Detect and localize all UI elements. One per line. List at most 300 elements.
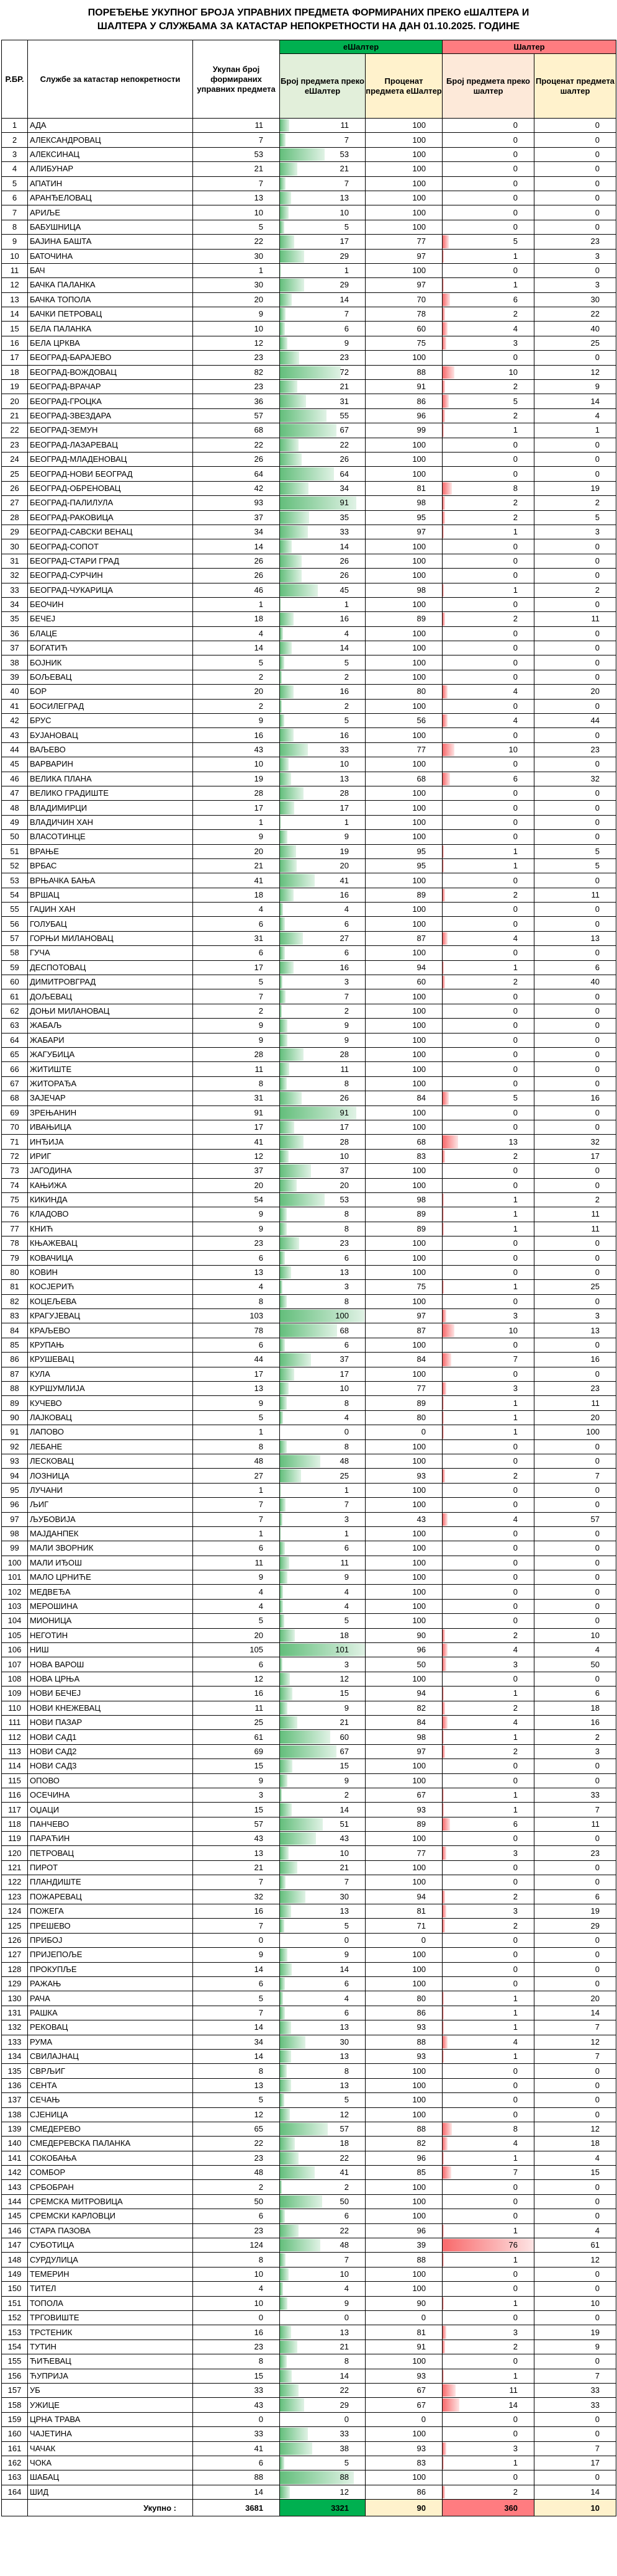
s-percent-cell xyxy=(534,1875,616,1889)
s-percent-cell xyxy=(534,467,616,481)
e-count-cell xyxy=(280,539,366,554)
e-percent: 100 xyxy=(412,266,426,276)
row-number-cell xyxy=(2,612,28,626)
s-percent-cell xyxy=(534,2049,616,2063)
s-count-cell xyxy=(443,1643,534,1657)
s-percent: 0 xyxy=(595,266,600,276)
e-count: 9 xyxy=(344,2298,349,2308)
s-count: 1 xyxy=(513,861,518,871)
service-name: РАЧА xyxy=(30,1993,50,2003)
e-percent-cell xyxy=(366,1512,443,1526)
e-count-cell xyxy=(280,1236,366,1251)
service-name: СУБОТИЦА xyxy=(30,2240,74,2250)
s-percent: 0 xyxy=(595,1587,600,1596)
s-count: 0 xyxy=(513,2313,518,2323)
s-percent: 0 xyxy=(595,2284,600,2294)
service-name: БАЧ xyxy=(30,266,45,276)
s-count: 3 xyxy=(513,1848,518,1858)
s-count: 0 xyxy=(513,1035,518,1045)
e-percent-cell xyxy=(366,2035,443,2049)
e-count: 8 xyxy=(344,1209,349,1219)
e-percent: 75 xyxy=(417,338,426,348)
total-count: 6 xyxy=(258,2458,263,2468)
s-count: 0 xyxy=(513,454,518,464)
s-count: 4 xyxy=(513,2138,518,2148)
e-count: 30 xyxy=(340,1891,349,1901)
s-percent: 5 xyxy=(595,846,600,856)
service-name-cell xyxy=(28,931,193,945)
service-name-cell xyxy=(28,1498,193,1512)
e-percent: 100 xyxy=(412,2197,426,2207)
s-count-cell xyxy=(443,757,534,772)
e-percent-cell xyxy=(366,714,443,728)
e-count: 101 xyxy=(335,1645,349,1655)
table-row xyxy=(2,1715,616,1729)
e-count-cell xyxy=(280,205,366,220)
table-row xyxy=(2,249,616,263)
row-number: 26 xyxy=(10,483,19,493)
report-title xyxy=(0,0,617,40)
table-row xyxy=(2,278,616,292)
s-percent: 12 xyxy=(590,2037,600,2047)
row-number: 161 xyxy=(7,2443,22,2453)
table-row xyxy=(2,2427,616,2441)
e-count: 27 xyxy=(340,934,349,943)
total-count: 2 xyxy=(258,672,263,682)
s-count: 0 xyxy=(513,788,518,798)
e-percent-cell xyxy=(366,1715,443,1729)
s-percent-cell xyxy=(534,2035,616,2049)
s-percent: 40 xyxy=(590,977,600,987)
total-count: 4 xyxy=(258,2284,263,2294)
e-count-cell xyxy=(280,423,366,438)
e-count: 41 xyxy=(340,2168,349,2177)
service-name: ГУЧА xyxy=(30,948,50,958)
service-name-cell xyxy=(28,670,193,684)
s-percent-cell xyxy=(534,1846,616,1860)
e-count: 100 xyxy=(335,1311,349,1321)
service-name-cell xyxy=(28,858,193,873)
total-count: 1 xyxy=(258,1485,263,1495)
total-count: 8 xyxy=(258,2356,263,2366)
e-count: 6 xyxy=(344,323,349,333)
s-count: 14 xyxy=(508,2400,518,2410)
service-name: АРИЉЕ xyxy=(30,207,61,217)
s-percent: 0 xyxy=(595,164,600,174)
s-percent-cell xyxy=(534,1919,616,1933)
service-name-cell xyxy=(28,873,193,888)
s-percent-cell xyxy=(534,1715,616,1729)
total-count-cell xyxy=(193,1439,280,1454)
e-percent: 86 xyxy=(417,396,426,406)
table-row xyxy=(2,365,616,379)
s-count: 0 xyxy=(513,135,518,145)
row-number-cell xyxy=(2,1773,28,1788)
total-count: 12 xyxy=(254,1673,263,1683)
service-name-cell xyxy=(28,2194,193,2209)
s-percent: 11 xyxy=(591,1223,600,1233)
e-percent-cell xyxy=(366,2383,443,2397)
s-percent-cell xyxy=(534,714,616,728)
s-count: 0 xyxy=(513,672,518,682)
total-count-cell xyxy=(193,2238,280,2253)
s-percent: 0 xyxy=(595,1253,600,1263)
s-percent-cell xyxy=(534,278,616,292)
s-percent: 0 xyxy=(595,1078,600,1088)
s-percent-cell xyxy=(534,960,616,975)
s-percent: 57 xyxy=(590,1514,600,1524)
total-count-cell xyxy=(193,2137,280,2151)
service-name-cell xyxy=(28,249,193,263)
s-count-cell xyxy=(443,2383,534,2397)
table-row xyxy=(2,554,616,568)
s-percent-cell xyxy=(534,249,616,263)
total-count-cell xyxy=(193,1019,280,1033)
e-count: 7 xyxy=(344,2254,349,2264)
s-percent: 0 xyxy=(595,207,600,217)
s-count: 3 xyxy=(513,1659,518,1669)
e-count: 64 xyxy=(340,469,349,479)
e-percent-cell xyxy=(366,2020,443,2035)
table-row xyxy=(2,2223,616,2238)
total-count-cell xyxy=(193,1498,280,1512)
table-row xyxy=(2,1846,616,1860)
s-percent: 10 xyxy=(590,1630,600,1640)
service-name: МИОНИЦА xyxy=(30,1616,72,1626)
s-percent-cell xyxy=(534,2166,616,2180)
s-percent-cell xyxy=(534,525,616,539)
service-name-cell xyxy=(28,351,193,365)
s-percent-cell xyxy=(534,2456,616,2470)
row-number: 103 xyxy=(7,1601,22,1611)
row-number-cell xyxy=(2,1164,28,1178)
service-name: КЛАДОВО xyxy=(30,1209,69,1219)
service-name-cell xyxy=(28,2267,193,2281)
s-percent-cell xyxy=(534,670,616,684)
service-name: БЛАЦЕ xyxy=(30,628,58,638)
row-number-cell xyxy=(2,176,28,191)
row-number: 50 xyxy=(10,832,19,842)
e-percent-cell xyxy=(366,510,443,525)
total-count: 11 xyxy=(254,1703,263,1713)
e-count-cell xyxy=(280,336,366,350)
s-percent-cell xyxy=(534,2427,616,2441)
e-count: 37 xyxy=(340,1166,349,1176)
e-count: 48 xyxy=(340,1456,349,1466)
e-count-cell xyxy=(280,2441,366,2456)
row-number-cell xyxy=(2,2325,28,2340)
service-name-cell xyxy=(28,205,193,220)
e-percent-cell xyxy=(366,438,443,452)
e-count: 14 xyxy=(340,643,349,653)
service-name: МАЛИ ИЂОШ xyxy=(30,1557,82,1567)
service-name-cell xyxy=(28,1048,193,1062)
e-count: 91 xyxy=(340,498,349,508)
service-name: ИНЂИЈА xyxy=(30,1137,64,1146)
s-percent: 23 xyxy=(590,236,600,246)
service-name-cell xyxy=(28,496,193,510)
service-name-cell xyxy=(28,1687,193,1701)
e-percent-cell xyxy=(366,1991,443,2006)
table-row xyxy=(2,1977,616,1991)
total-count-cell xyxy=(193,133,280,147)
e-count-cell xyxy=(280,786,366,800)
s-count-cell xyxy=(443,525,534,539)
s-count-cell xyxy=(443,1541,534,1556)
service-name: НИШ xyxy=(30,1645,49,1655)
service-name: ИРИГ xyxy=(30,1151,52,1161)
s-count-cell xyxy=(443,162,534,176)
e-count: 21 xyxy=(340,1863,349,1873)
s-count: 1 xyxy=(513,1398,518,1408)
e-percent-cell xyxy=(366,2223,443,2238)
e-percent: 84 xyxy=(417,1093,426,1103)
row-number: 87 xyxy=(10,1369,19,1379)
total-count-cell xyxy=(193,1672,280,1686)
row-number-cell xyxy=(2,989,28,1004)
s-count-cell xyxy=(443,1033,534,1047)
total-count: 14 xyxy=(254,2051,263,2061)
e-percent-cell xyxy=(366,2209,443,2223)
total-count: 48 xyxy=(254,1456,263,1466)
service-name-cell xyxy=(28,1919,193,1933)
total-count: 25 xyxy=(254,1718,263,1727)
row-number: 164 xyxy=(7,2487,22,2497)
e-count-cell xyxy=(280,1759,366,1773)
service-name-cell xyxy=(28,1483,193,1497)
total-count-cell xyxy=(193,2035,280,2049)
service-name-cell xyxy=(28,1846,193,1860)
row-number: 5 xyxy=(12,178,17,188)
e-percent-cell xyxy=(366,2282,443,2296)
s-count: 2 xyxy=(513,1746,518,1756)
total-count-cell xyxy=(193,1614,280,1628)
service-name: БОСИЛЕГРАД xyxy=(30,701,84,711)
total-count-cell xyxy=(193,1251,280,1265)
s-percent-cell xyxy=(534,917,616,931)
e-count-cell xyxy=(280,1889,366,1904)
s-count: 0 xyxy=(513,1572,518,1582)
total-count: 4 xyxy=(258,628,263,638)
service-name: БЕЧЕЈ xyxy=(30,614,56,624)
e-percent: 100 xyxy=(412,1166,426,1176)
service-name: ВРАЊЕ xyxy=(30,846,59,856)
total-count: 1 xyxy=(258,1427,263,1437)
e-percent: 90 xyxy=(417,2298,426,2308)
e-count-cell xyxy=(280,1541,366,1556)
e-percent: 100 xyxy=(412,1761,426,1771)
row-number-cell xyxy=(2,830,28,844)
service-name: ЛУЧАНИ xyxy=(30,1485,63,1495)
s-count: 0 xyxy=(513,1877,518,1887)
service-name-cell xyxy=(28,1570,193,1585)
s-count: 0 xyxy=(513,2269,518,2279)
e-count-cell xyxy=(280,1149,366,1163)
row-number: 35 xyxy=(10,614,19,624)
s-count-cell xyxy=(443,1396,534,1410)
s-percent-cell xyxy=(534,1585,616,1599)
s-percent: 14 xyxy=(590,2487,600,2497)
s-percent: 2 xyxy=(595,1195,600,1205)
s-percent: 25 xyxy=(590,1282,600,1292)
total-count-cell xyxy=(193,2383,280,2397)
s-count: 11 xyxy=(509,2385,518,2395)
s-percent: 0 xyxy=(595,454,600,464)
service-name-cell xyxy=(28,583,193,597)
table-row xyxy=(2,1469,616,1483)
e-percent-cell xyxy=(366,1062,443,1076)
e-count: 7 xyxy=(344,1877,349,1887)
e-percent: 100 xyxy=(412,672,426,682)
e-count: 4 xyxy=(344,1993,349,2003)
e-count: 9 xyxy=(344,1572,349,1582)
e-percent-cell xyxy=(366,119,443,133)
s-percent-cell xyxy=(534,641,616,655)
e-percent: 100 xyxy=(412,135,426,145)
s-count-cell xyxy=(443,641,534,655)
e-count: 13 xyxy=(340,2022,349,2032)
table-row xyxy=(2,2122,616,2136)
total-count: 20 xyxy=(254,687,263,696)
e-percent: 100 xyxy=(412,1485,426,1495)
row-number-cell xyxy=(2,351,28,365)
e-count-cell xyxy=(280,1076,366,1091)
total-count: 0 xyxy=(258,2313,263,2323)
s-count-cell xyxy=(443,1019,534,1033)
s-count-cell xyxy=(443,2223,534,2238)
table-row xyxy=(2,670,616,684)
total-count: 30 xyxy=(254,280,263,290)
s-count-cell xyxy=(443,2238,534,2253)
s-percent-cell xyxy=(534,699,616,713)
e-percent: 81 xyxy=(417,1906,426,1916)
e-percent-cell xyxy=(366,307,443,322)
e-count: 0 xyxy=(344,1427,349,1437)
e-count-cell xyxy=(280,1033,366,1047)
header-shalter-group: Шалтер xyxy=(443,40,616,54)
e-count: 22 xyxy=(340,2153,349,2163)
service-name: БАЧКА ТОПОЛА xyxy=(30,294,91,304)
s-count: 0 xyxy=(513,1950,518,1960)
table-row xyxy=(2,1381,616,1395)
s-percent: 1 xyxy=(595,425,600,435)
s-count-cell xyxy=(443,1803,534,1817)
s-percent-cell xyxy=(534,612,616,626)
table-row xyxy=(2,2412,616,2426)
s-count: 0 xyxy=(513,1500,518,1510)
e-count-cell xyxy=(280,496,366,510)
s-count-cell xyxy=(443,1454,534,1468)
s-count: 0 xyxy=(513,1557,518,1567)
service-name: НОВИ САД1 xyxy=(30,1732,77,1742)
s-percent: 0 xyxy=(595,2429,600,2439)
row-number: 58 xyxy=(10,948,19,958)
service-name: БЕОГРАД-НОВИ БЕОГРАД xyxy=(30,469,133,479)
service-name: КОВИН xyxy=(30,1268,58,1277)
table-row xyxy=(2,844,616,858)
total-count-cell xyxy=(193,235,280,249)
e-percent: 100 xyxy=(412,439,426,449)
s-percent: 0 xyxy=(595,1006,600,1016)
row-number-cell xyxy=(2,1614,28,1628)
s-count-cell xyxy=(443,2485,534,2499)
e-count-cell xyxy=(280,1367,366,1381)
e-percent-cell xyxy=(366,1657,443,1672)
service-name-cell xyxy=(28,1207,193,1222)
service-name-cell xyxy=(28,1149,193,1163)
e-count: 5 xyxy=(344,1616,349,1626)
e-count: 7 xyxy=(344,309,349,319)
e-count-cell xyxy=(280,626,366,641)
total-count: 17 xyxy=(254,803,263,813)
service-name: КРАГУЈЕВАЦ xyxy=(30,1311,81,1321)
s-percent-cell xyxy=(534,1687,616,1701)
e-percent: 100 xyxy=(412,556,426,565)
s-percent-cell xyxy=(534,1294,616,1308)
table-row xyxy=(2,1353,616,1367)
e-percent: 77 xyxy=(417,1384,426,1394)
e-percent-cell xyxy=(366,2310,443,2325)
service-name: СВРЉИГ xyxy=(30,2066,65,2076)
e-count-cell xyxy=(280,597,366,611)
service-name: БОГАТИЋ xyxy=(30,643,68,653)
e-percent: 89 xyxy=(417,1223,426,1233)
s-count: 0 xyxy=(513,1935,518,1945)
row-number: 125 xyxy=(7,1921,22,1930)
service-name: ШАБАЦ xyxy=(30,2472,60,2482)
service-name-cell xyxy=(28,1294,193,1308)
s-percent: 11 xyxy=(591,1209,600,1219)
s-percent-cell xyxy=(534,1338,616,1352)
e-percent: 97 xyxy=(417,527,426,537)
totals-s-pct: 10 xyxy=(534,2500,616,2516)
e-percent-cell xyxy=(366,133,443,147)
row-number: 131 xyxy=(7,2007,22,2017)
row-number-cell xyxy=(2,1410,28,1425)
total-count: 1 xyxy=(258,266,263,276)
service-name: НОВИ ПАЗАР xyxy=(30,1718,83,1727)
s-count-cell xyxy=(443,1614,534,1628)
total-count-cell xyxy=(193,408,280,423)
service-name: ЋУПРИЈА xyxy=(30,2371,68,2380)
row-number-cell xyxy=(2,2310,28,2325)
s-percent-cell xyxy=(534,2412,616,2426)
service-name-cell xyxy=(28,1715,193,1729)
s-percent: 0 xyxy=(595,1441,600,1451)
e-count: 5 xyxy=(344,222,349,232)
s-percent-cell xyxy=(534,220,616,234)
total-count-cell xyxy=(193,1381,280,1395)
service-name-cell xyxy=(28,742,193,757)
s-percent: 0 xyxy=(595,643,600,653)
e-percent-cell xyxy=(366,1483,443,1497)
total-count: 21 xyxy=(254,1863,263,1873)
row-number: 145 xyxy=(7,2211,22,2221)
service-name: ЦРНА ТРАВА xyxy=(30,2414,81,2424)
s-count-cell xyxy=(443,2137,534,2151)
service-name: РЕКОВАЦ xyxy=(30,2022,68,2032)
service-name-cell xyxy=(28,2383,193,2397)
service-name: ОЏАЦИ xyxy=(30,1804,60,1814)
s-percent-cell xyxy=(534,946,616,960)
total-count: 5 xyxy=(258,1412,263,1422)
total-count: 37 xyxy=(254,1166,263,1176)
e-percent-cell xyxy=(366,2107,443,2122)
e-count-cell xyxy=(280,394,366,408)
s-count: 0 xyxy=(513,2066,518,2076)
table-row xyxy=(2,1439,616,1454)
s-count: 0 xyxy=(513,904,518,914)
